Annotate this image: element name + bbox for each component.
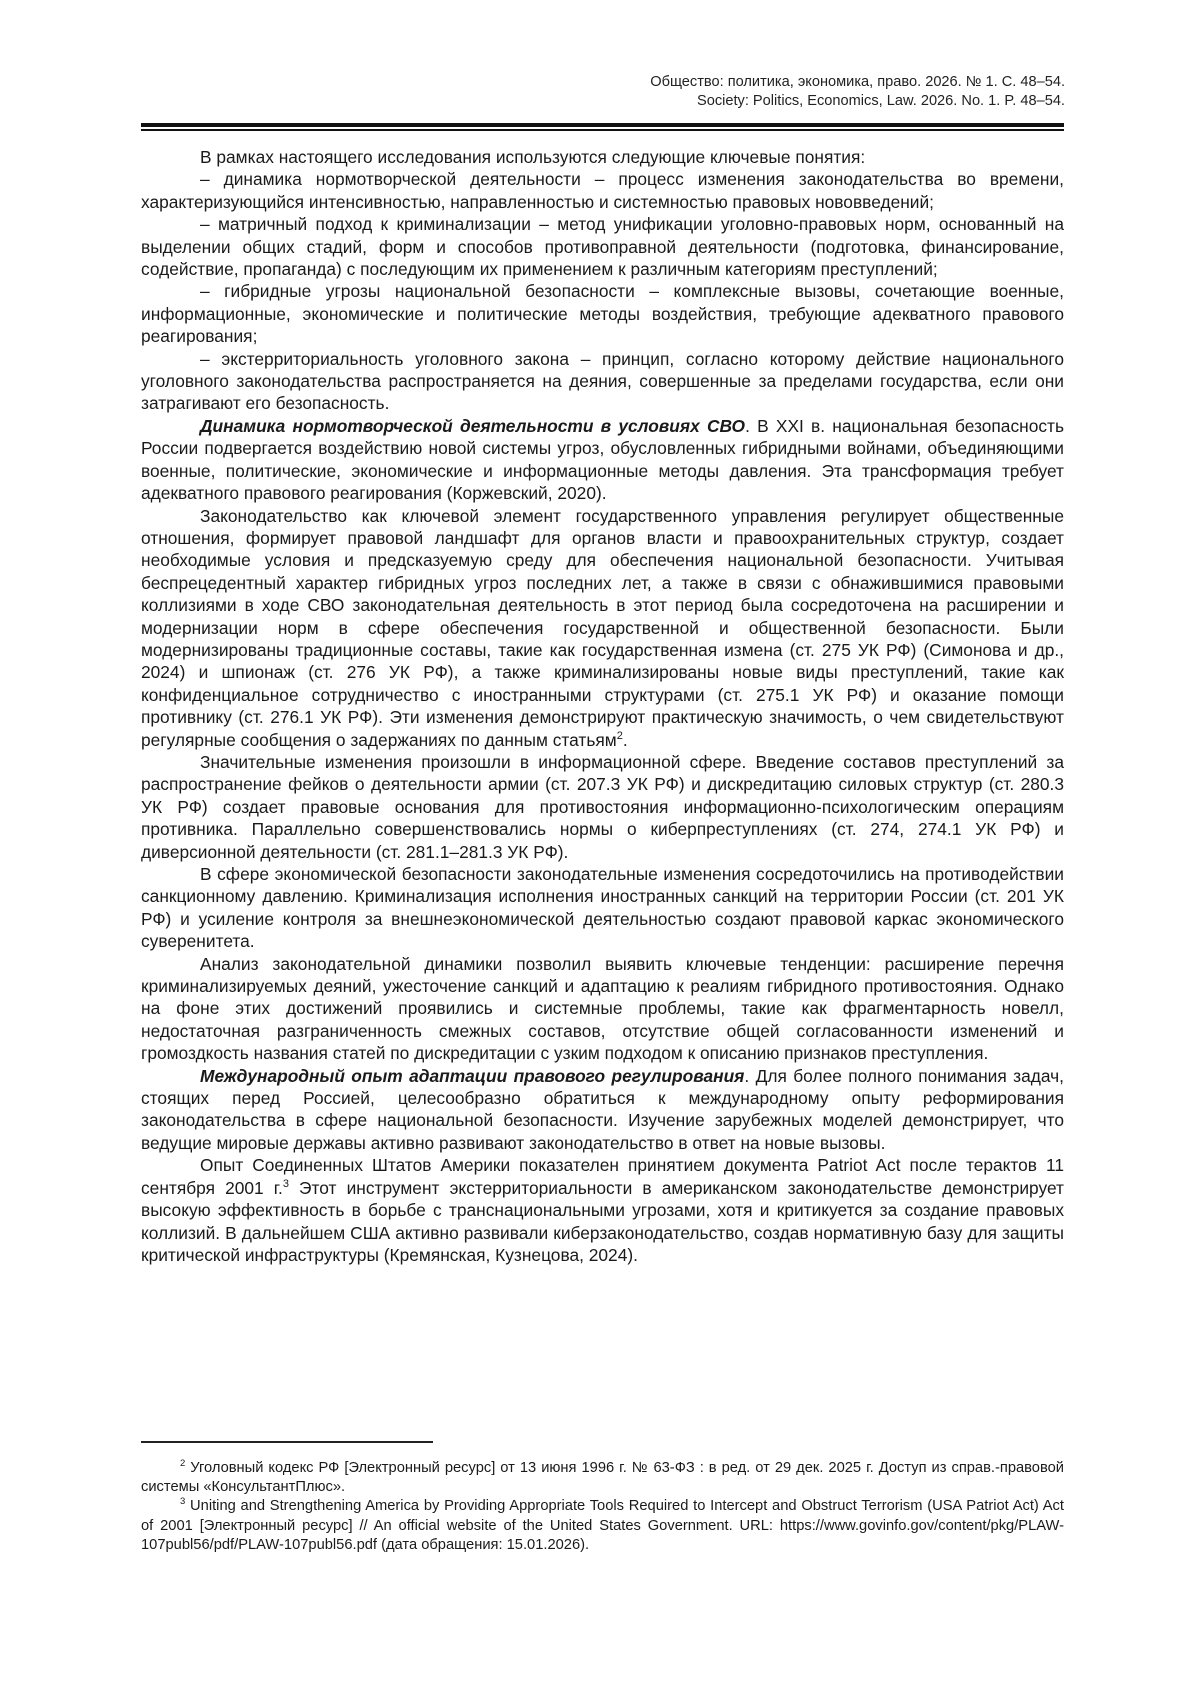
footnote-ref[interactable]: 2 (616, 729, 623, 742)
paragraph: Значительные изменения произошли в информационной сфере. Введение составов преступлений за распространение фейков о деятельности армии (ст. 207.3 УК РФ) и дискредитацию силовых структур (ст. 280.3 УК РФ) создает правовые основания для противостояния информационно-психологическим операциям противника. Параллельно совершенствовались нормы о киберпреступлениях (ст. 274, 274.1 УК РФ) и диверсионной деятельности (ст. 281.1–281.3 УК РФ). (141, 751, 1064, 862)
header-rule-thick (141, 123, 1064, 127)
definition-item: – динамика нормотворческой деятельности – процесс изменения законодательства во времени, характеризующийся интенсивностью, направленностью и системностью правовых нововведений; (141, 169, 1064, 212)
definition-item: – матричный подход к криминализации – метод унификации уголовно-правовых норм, основанный на выделении общих стадий, форм и способов противоправной деятельности (подготовка, финансирование, содействие, пропаганда) с последующим их применением к различным категориям преступлений; (141, 214, 1064, 280)
paragraph-text: Опыт Соединенных Штатов Америки показателен принятием документа Patriot Act после терактов 11 сентября 2001 г. (141, 1155, 1064, 1198)
paragraph (141, 415, 1064, 505)
footnote (141, 1497, 1064, 1555)
paragraph: В рамках настоящего исследования используются следующие ключевые понятия: (200, 147, 866, 167)
definition-item: – экстерриториальность уголовного закона – принцип, согласно которому действие национального уголовного законодательства распространяется на деяния, совершенные за пределами государства, если они затрагивают его безопасность. (141, 348, 1064, 414)
footnote-ref[interactable]: 3 (282, 1177, 289, 1190)
footnote (141, 1459, 1064, 1497)
paragraph (141, 1065, 1064, 1155)
footnote-separator (141, 1441, 433, 1443)
paragraph-text: Законодательство как ключевой элемент государственного управления регулирует общественные отношения, формирует правовой ландшафт для органов власти и правоохранительных структур, создает необходимые условия и предсказуемую среду для обеспечения национальной безопасности. Учитывая беспрецедентный характер гибридных угроз последних лет, а также в связи с обнажившимися правовыми коллизиями в ходе СВО законодательная деятельность в этот период была сосредоточена на расширении и модернизации норм в сфере обеспечения государственной и общественной безопасности. Были модернизированы традиционные составы, такие как государственная измена (ст. 275 УК РФ) (Симонова и др., 2024) и шпионаж (ст. 276 УК РФ), а также криминализированы новые виды преступлений, такие как конфиденциальное сотрудничество с иностранными структурами (ст. 275.1 УК РФ) и оказание помощи противнику (ст. 276.1 УК РФ). Эти изменения демонстрируют практическую значимость, о чем свидетельствуют регулярные сообщения о задержаниях по данным статьям (141, 505, 1064, 750)
running-header (650, 73, 1065, 110)
citation-en: Society: Politics, Economics, Law. 2026. No. 1. P. 48–54. (696, 92, 1065, 109)
section-heading: Международный опыт адаптации правового регулирования (200, 1065, 745, 1086)
paragraph: В сфере экономической безопасности законодательные изменения сосредоточились на противодействии санкционному давлению. Криминализация исполнения иностранных санкций на территории России (ст. 201 УК РФ) и усиление контроля за внешнеэкономической деятельностью создают правовой каркас экономического суверенитета. (141, 864, 1064, 952)
paragraph (141, 1154, 1064, 1266)
footnote-text: Uniting and Strengthening America by Providing Appropriate Tools Required to Intercept and Obstruct Terrorism (USA Patriot Act) Act of 2001 [Электронный ресурс] // An official website of the United States Government. URL: https://www.govinfo.gov/content/pkg/PLAW-107publ56/pdf/PLAW-107publ56.pdf (дата обращения: 15.01.2026). (141, 1498, 1064, 1553)
paragraph-text: Этот инструмент экстерриториальности в американском законодательстве демонстрирует высокую эффективность в борьбе с транснациональными угрозами, хотя и критикуется за создание правовых коллизий. В дальнейшем США активно развивали киберзаконодательство, создав нормативную базу для защиты критической инфраструктуры (Кремянская, Кузнецова, 2024). (141, 1177, 1064, 1265)
footnote-number: 3 (180, 1496, 186, 1508)
footnotes (141, 1459, 1064, 1555)
citation-ru: Общество: политика, экономика, право. 2026. № 1. С. 48–54. (650, 74, 1065, 90)
section-heading: Динамика нормотворческой деятельности в условиях СВО (200, 415, 746, 436)
paragraph (141, 505, 1064, 751)
header-rule-thin (141, 129, 1064, 131)
paragraph-text: . Для более полного понимания задач, стоящих перед Россией, целесообразно обратиться к международному опыту реформирования законодательства в сфере национальной безопасности. Изучение зарубежных моделей демонстрирует, что ведущие мировые державы активно развивают законодательство в ответ на новые вызовы. (141, 1065, 1064, 1153)
paragraph-end: . (622, 729, 628, 750)
paragraph: Анализ законодательной динамики позволил выявить ключевые тенденции: расширение перечня криминализируемых деяний, ужесточение санкций и адаптацию к реалиям гибридного противостояния. Однако на фоне этих достижений проявились и системные проблемы, такие как фрагментарность новелл, недостаточная разграниченность смежных составов, отсутствие общей согласованности изменений и громоздкость названия статей по дискредитации с узким подходом к описанию признаков преступления. (141, 953, 1064, 1064)
article-body (141, 146, 1064, 1266)
footnote-text: Уголовный кодекс РФ [Электронный ресурс] от 13 июня 1996 г. № 63-ФЗ : в ред. от 29 дек. 2025 г. Доступ из справ.-правовой системы «КонсультантПлюс». (141, 1460, 1064, 1496)
definition-item: – гибридные угрозы национальной безопасности – комплексные вызовы, сочетающие военные, информационные, экономические и политические методы воздействия, требующие адекватного правового реагирования; (141, 281, 1064, 347)
footnote-number: 2 (180, 1458, 186, 1470)
paragraph-text: . В XXI в. национальная безопасность России подвергается воздействию новой системы угроз, обусловленных гибридными войнами, объединяющими военные, политические, экономические и информационные методы давления. Эта трансформация требует адекватного правового реагирования (Коржевский, 2020). (141, 415, 1064, 504)
